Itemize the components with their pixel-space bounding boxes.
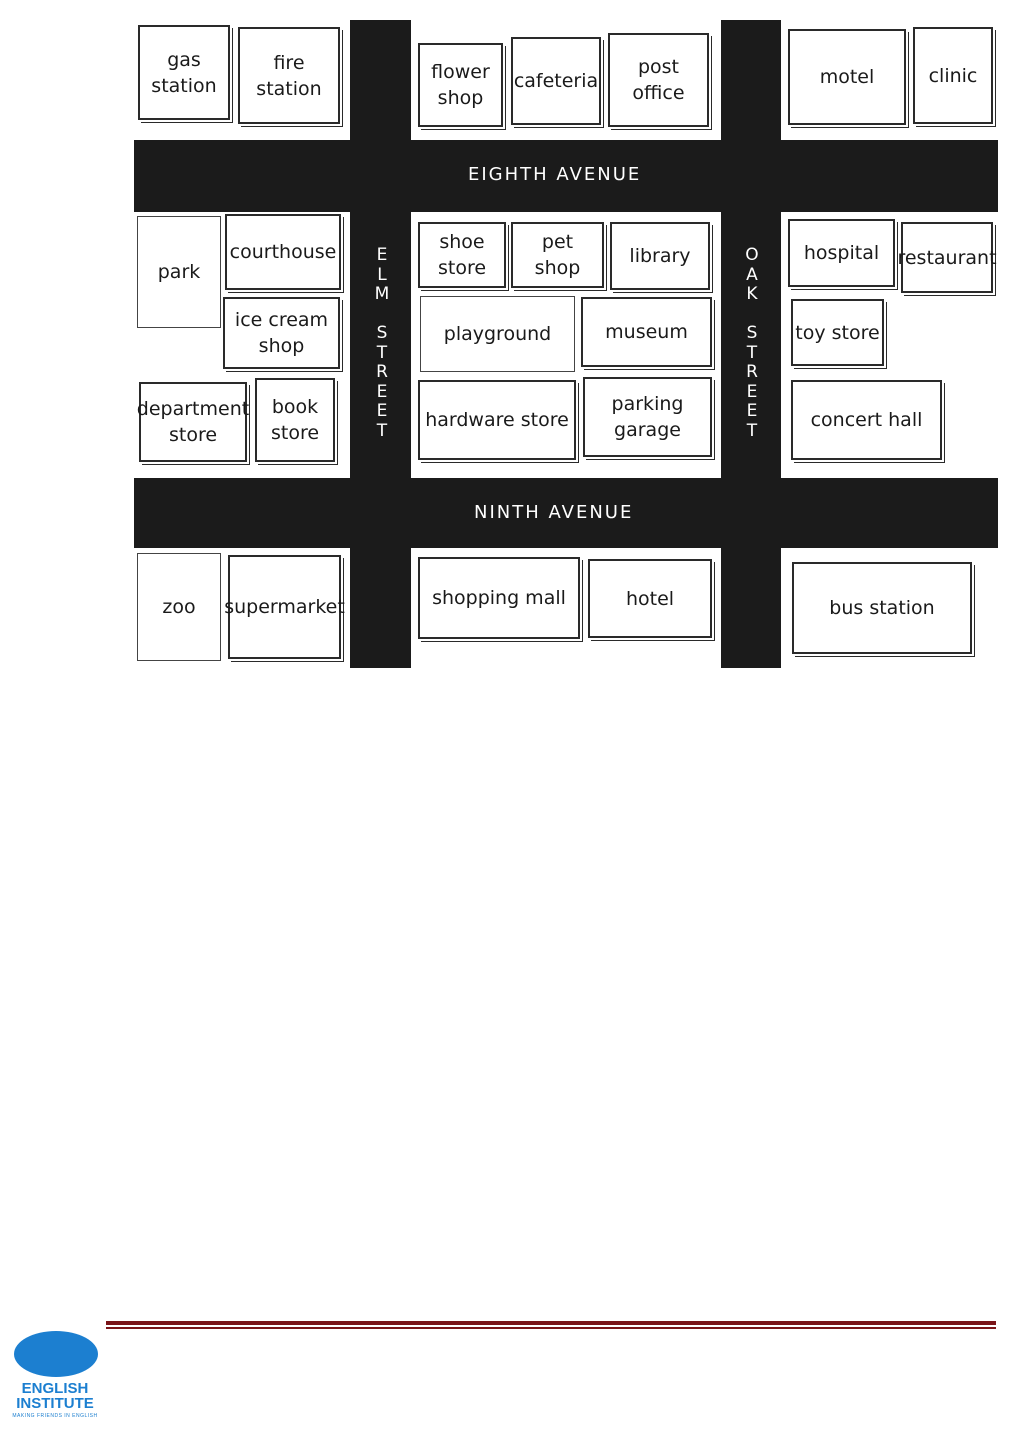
- oak-street-letter: T: [746, 420, 758, 441]
- oak-street-letter: [742, 305, 762, 325]
- clinic: clinic: [913, 27, 993, 124]
- elm-street-letter: E: [376, 381, 388, 402]
- concert-hall: concert hall: [791, 380, 942, 460]
- oak-street-letter: E: [746, 401, 758, 421]
- zoo: zoo: [137, 553, 221, 661]
- fire-station: fire station: [238, 27, 340, 124]
- park: park: [137, 216, 221, 328]
- ninth-avenue-label: NINTH AVENUE: [474, 502, 634, 523]
- city-map: [0, 0, 1026, 700]
- oak-street-letter: R: [746, 362, 758, 382]
- elm-street-letter: [372, 305, 392, 325]
- post-office: post office: [608, 33, 709, 127]
- pet-shop: pet shop: [511, 222, 604, 288]
- supermarket: supermarket: [228, 555, 341, 659]
- oak-street-letter: A: [746, 264, 758, 285]
- bus-station: bus station: [792, 562, 972, 654]
- toy-store: toy store: [791, 299, 884, 366]
- gas-station: gas station: [138, 25, 230, 120]
- eighth-avenue-label: EIGHTH AVENUE: [468, 164, 642, 185]
- playground: playground: [420, 296, 575, 372]
- logo-oval: [14, 1331, 98, 1377]
- shopping-mall: shopping mall: [418, 557, 580, 639]
- footer-rule: [106, 1321, 996, 1330]
- logo-line-2: INSTITUTE: [16, 1395, 94, 1412]
- elm-street-letter: R: [376, 362, 388, 382]
- oak-street-letter: S: [746, 323, 758, 343]
- elm-street-label: [372, 246, 392, 441]
- motel: motel: [788, 29, 906, 125]
- library: library: [610, 222, 710, 290]
- oak-street-letter: O: [745, 245, 759, 265]
- hospital: hospital: [788, 219, 895, 287]
- oak-street-letter: K: [746, 284, 758, 304]
- department-store: department store: [139, 382, 247, 462]
- restaurant: restaurant: [901, 222, 993, 293]
- courthouse: courthouse: [225, 214, 341, 290]
- elm-street-letter: E: [376, 245, 388, 265]
- elm-street-letter: M: [374, 284, 390, 304]
- english-institute-logo: [6, 1323, 104, 1427]
- elm-street-letter: T: [376, 420, 388, 441]
- ice-cream-shop: ice cream shop: [223, 297, 340, 369]
- museum: museum: [581, 297, 712, 367]
- hardware-store: hardware store: [418, 380, 576, 460]
- oak-street-letter: T: [746, 342, 758, 363]
- elm-street-letter: S: [376, 323, 388, 343]
- elm-street-letter: L: [377, 264, 387, 285]
- flower-shop: flower shop: [418, 43, 503, 127]
- parking-garage: parking garage: [583, 377, 712, 457]
- oak-street-letter: E: [746, 381, 758, 402]
- hotel: hotel: [588, 559, 712, 638]
- book-store: book store: [255, 378, 335, 462]
- logo-line-1: ENGLISH: [21, 1380, 89, 1397]
- elm-street-letter: E: [376, 401, 388, 421]
- logo-tagline: MAKING FRIENDS IN ENGLISH: [12, 1413, 98, 1419]
- elm-street-letter: T: [376, 342, 388, 363]
- cafeteria: cafeteria: [511, 37, 601, 125]
- shoe-store: shoe store: [418, 222, 506, 288]
- oak-street-label: [742, 246, 762, 441]
